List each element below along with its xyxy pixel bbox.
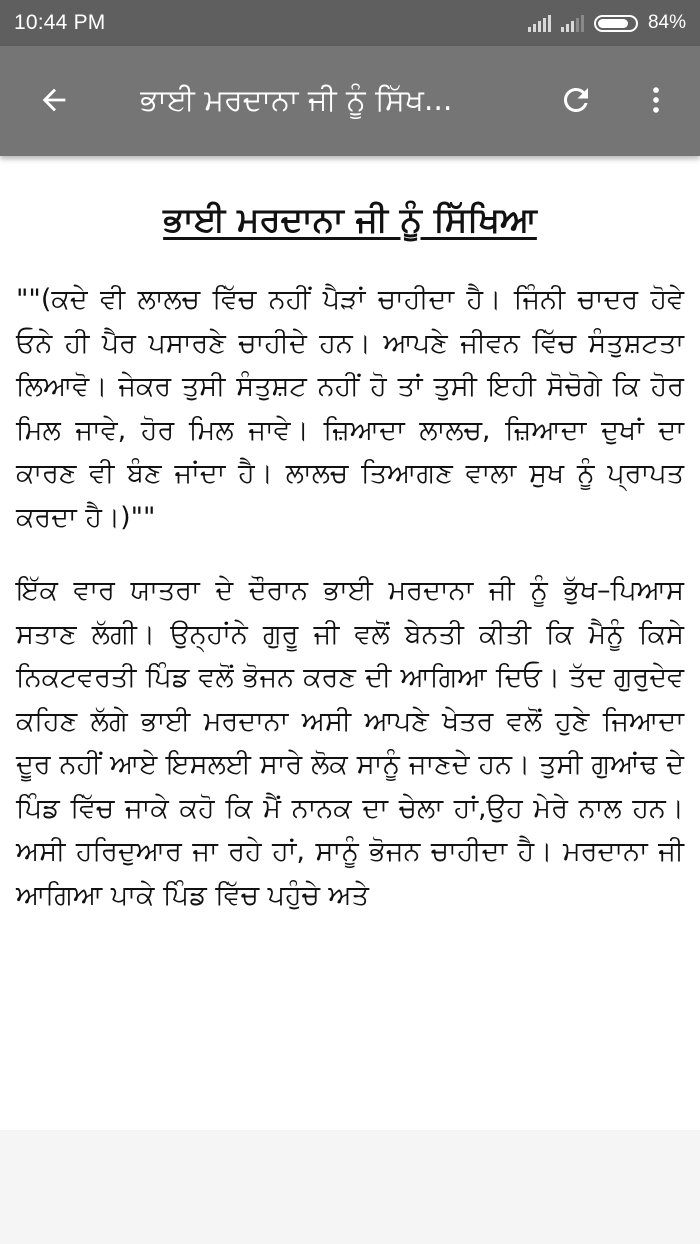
back-button[interactable] [24, 72, 84, 132]
signal-strength-icon [561, 14, 584, 32]
article-title: ਭਾਈ ਮਰਦਾਨਾ ਜੀ ਨੂੰ ਸਿੱਖਿਆ [163, 200, 537, 240]
app-bar [0, 46, 700, 156]
status-bar [0, 0, 700, 46]
article-paragraph: ""(ਕਦੇ ਵੀ ਲਾਲਚ ਵਿੱਚ ਨਹੀਂ ਪੈੜਾਂ ਚਾਹੀਦਾ ਹੈ। ਜਿੰਨੀ ਚਾਦਰ ਹੋਵੇ ਓਨੇ ਹੀ ਪੈਰ ਪਸਾਰਣੇ ਚਾਹੀਦੇ ਹਨ। ਆਪਣੇ ਜੀਵਨ ਵਿੱਚ ਸੰਤੁਸ਼ਟਤਾ ਲਿਆਵੋ। ਜੇਕਰ ਤੁਸੀ ਸੰਤੁਸ਼ਟ ਨਹੀਂ ਹੋ ਤਾਂ ਤੁਸੀ ਇਹੀ ਸੋਚੋਗੇ ਕਿ ਹੋਰ ਮਿਲ ਜਾਵੇ, ਹੋਰ ਮਿਲ ਜਾਵੇ। ਜ਼ਿਆਦਾ ਲਾਲਚ, ਜ਼ਿਆਦਾ ਦੁਖਾਂ ਦਾ ਕਾਰਣ ਵੀ ਬੰਣ ਜਾਂਦਾ ਹੈ। ਲਾਲਚ ਤਿਆਗਣ ਵਾਲਾ ਸੁਖ ਨੂੰ ਪ੍ਰਾਪਤ ਕਰਦਾ ਹੈ।)"" [16, 284, 684, 533]
refresh-icon [558, 82, 594, 122]
bottom-empty-area [0, 1130, 700, 1244]
battery-icon [594, 15, 638, 32]
refresh-button[interactable] [546, 72, 606, 132]
status-time: 10:44 PM [14, 11, 106, 34]
article-paragraph: ਇੱਕ ਵਾਰ ਯਾਤਰਾ ਦੇ ਦੌਰਾਨ ਭਾਈ ਮਰਦਾਨਾ ਜੀ ਨੂੰ ਭੁੱਖ–ਪਿਆਸ ਸਤਾਣ ਲੱਗੀ। ਉਨ੍ਹਾਂਨੇ ਗੁਰੂ ਜੀ ਵਲੋਂ ਬੇਨਤੀ ਕੀਤੀ ਕਿ ਮੈਨੂੰ ਕਿਸੇ ਨਿਕਟਵਰਤੀ ਪਿੰਡ ਵਲੋਂ ਭੋਜਨ ਕਰਣ ਦੀ ਆਗਿਆ ਦਿਓ। ਤੱਦ ਗੁਰੁਦੇਵ ਕਹਿਣ ਲੱਗੇ ਭਾਈ ਮਰਦਾਨਾ ਅਸੀ ਆਪਣੇ ਖੇਤਰ ਵਲੋਂ ਹੁਣੇ ਜਿਆਦਾ ਦੂਰ ਨਹੀਂ ਆਏ ਇਸਲਈ ਸਾਰੇ ਲੋਕ ਸਾਨੂੰ ਜਾਣਦੇ ਹਨ। ਤੁਸੀ ਗੁਆਂਢ ਦੇ ਪਿੰਡ ਵਿੱਚ ਜਾਕੇ ਕਹੋ ਕਿ ਮੈਂ ਨਾਨਕ ਦਾ ਚੇਲਾ ਹਾਂ,ਉਹ ਮੇਰੇ ਨਾਲ ਹਨ। ਅਸੀ ਹਰਿਦੁਆਰ ਜਾ ਰਹੇ ਹਾਂ, ਸਾਨੂੰ ਭੋਜਨ ਚਾਹੀਦਾ ਹੈ। ਮਰਦਾਨਾ ਜੀ ਆਗਿਆ ਪਾਕੇ ਪਿੰਡ ਵਿੱਚ ਪਹੁੰਚੇ ਅਤੇ [16, 575, 684, 911]
more-vert-icon [639, 83, 673, 121]
status-icons [528, 12, 686, 34]
more-options-button[interactable] [626, 72, 686, 132]
signal-strength-icon [528, 14, 551, 32]
battery-percentage: 84% [647, 12, 686, 33]
back-arrow-icon [37, 83, 71, 121]
app-title: ਭਾਈ ਮਰਦਾਨਾ ਜੀ ਨੂੰ ਸਿੱਖ... [140, 83, 453, 118]
article-content[interactable] [0, 156, 700, 1130]
